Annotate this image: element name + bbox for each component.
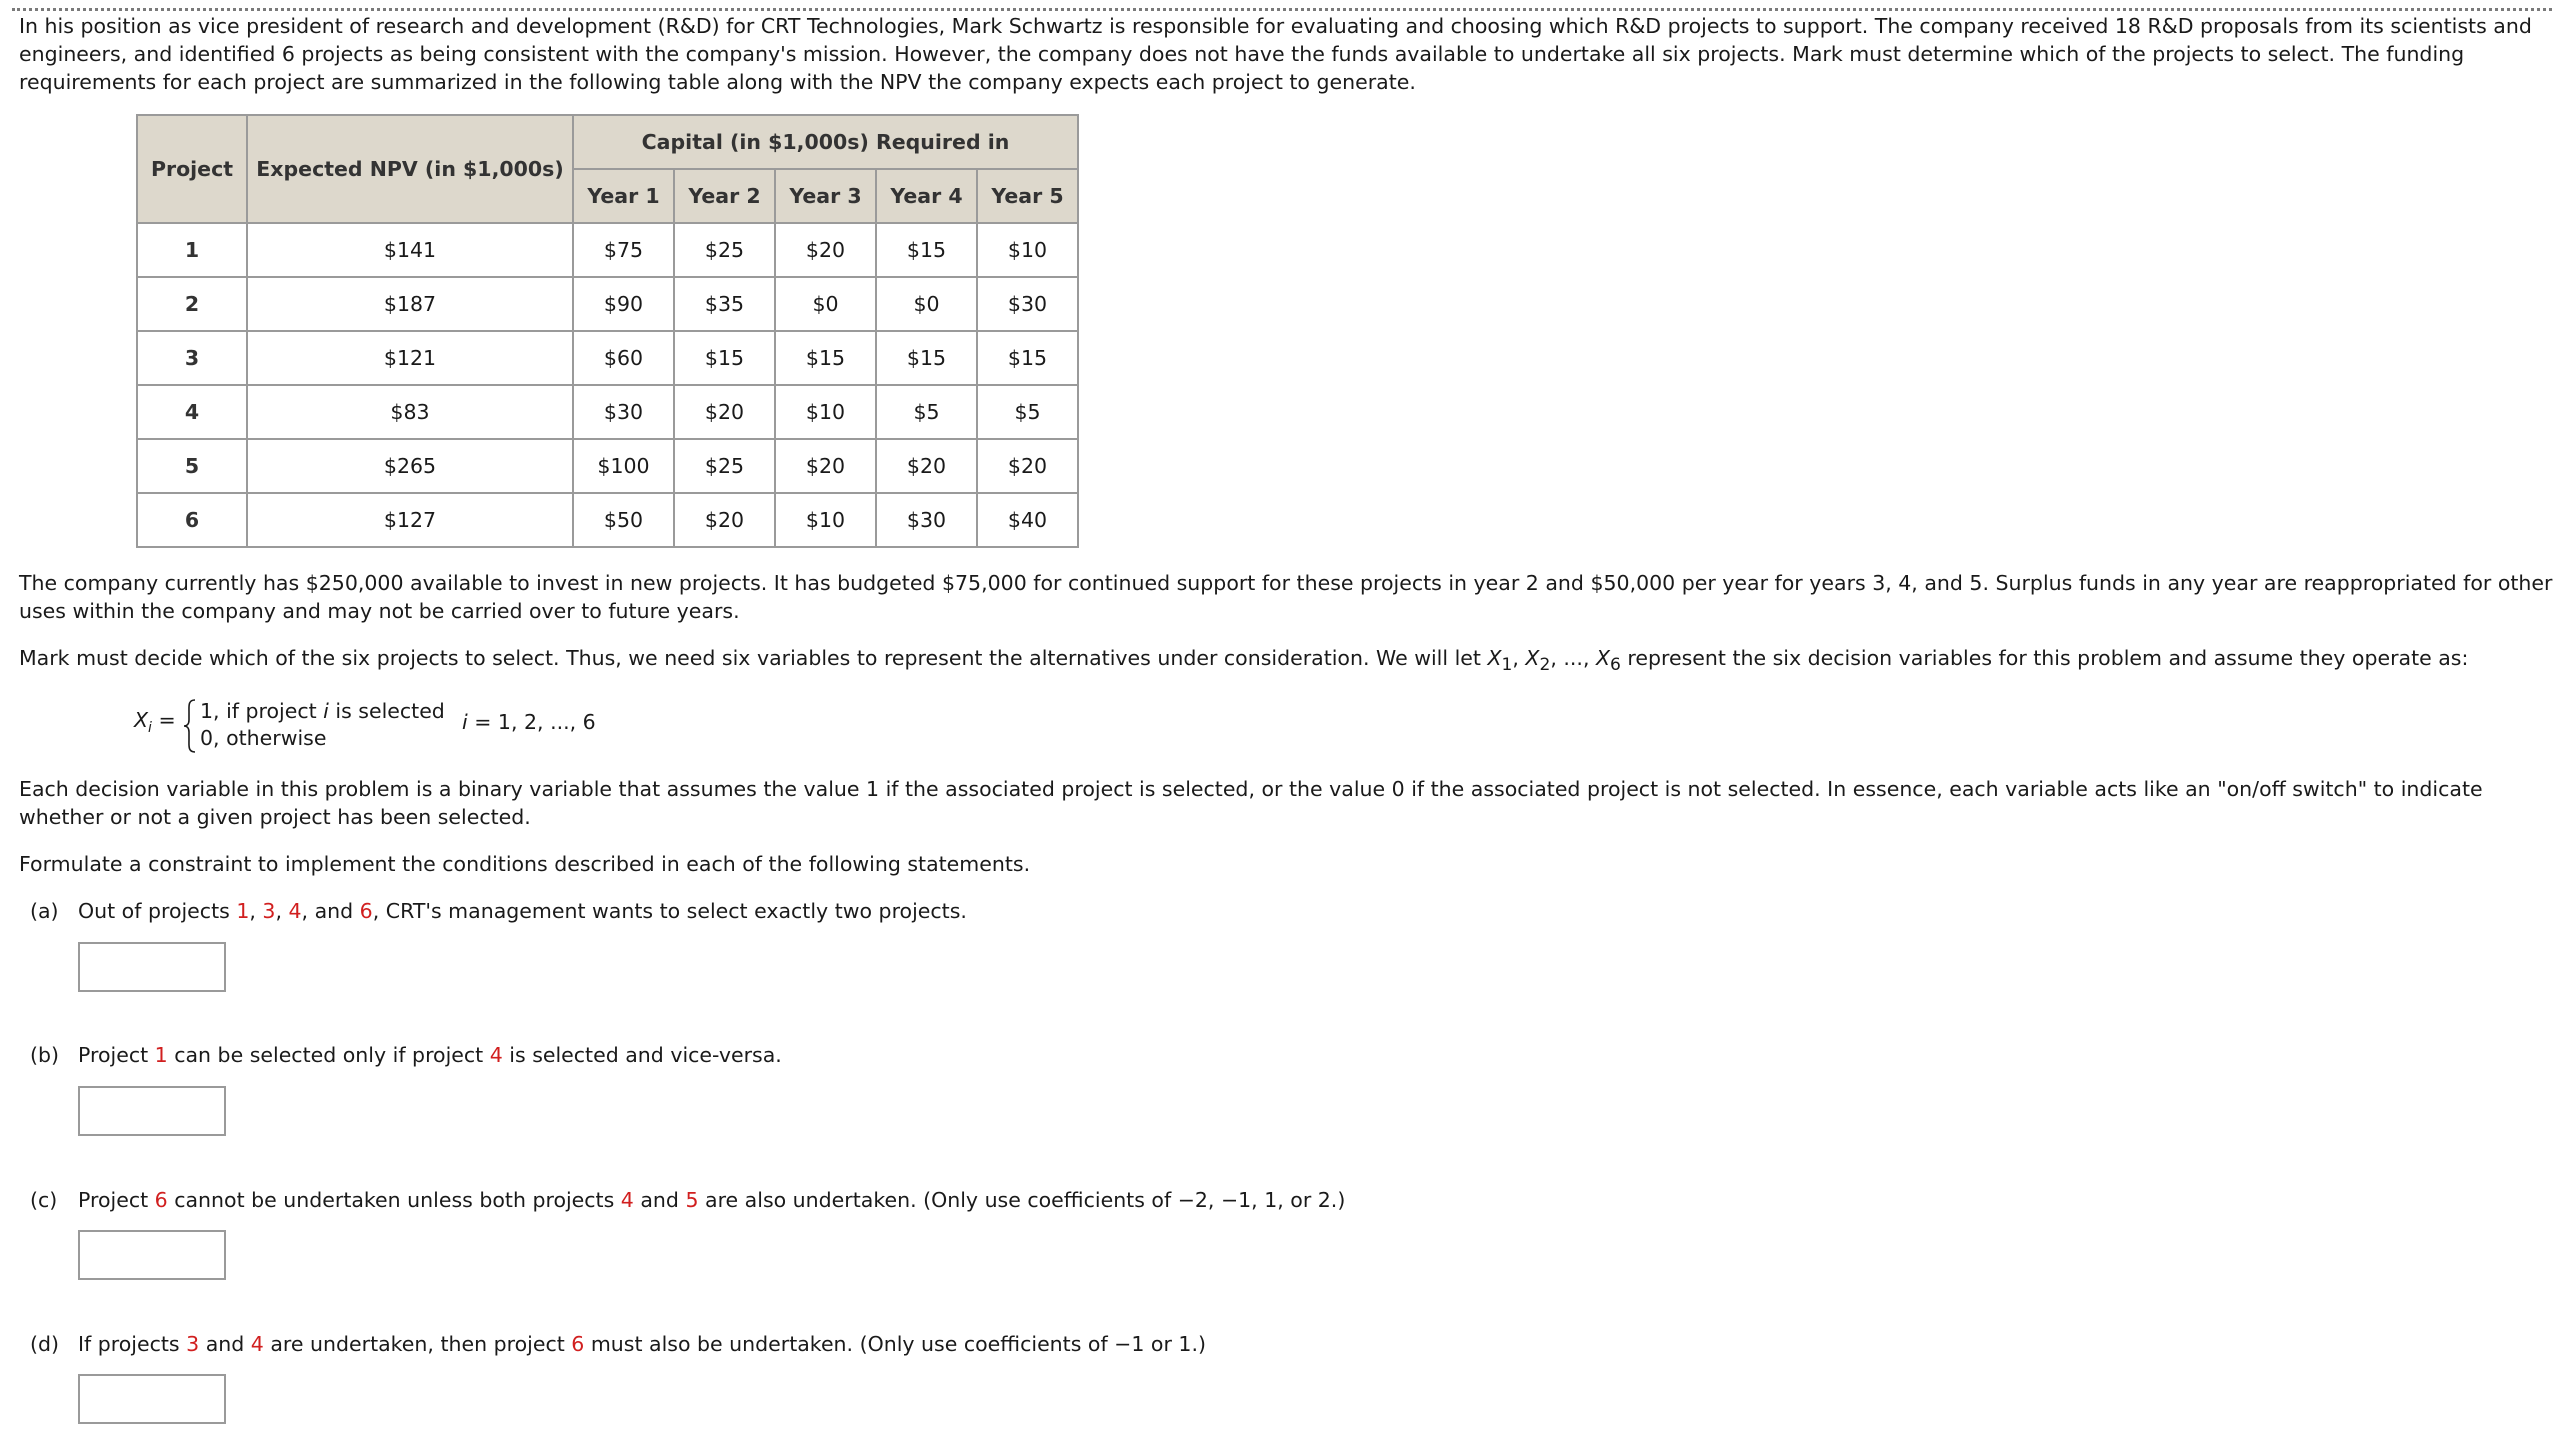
answer-input-c[interactable] [78, 1230, 226, 1280]
formula-cases [200, 698, 445, 752]
col-header-year: Year 1 [573, 169, 674, 223]
capital-cell: $10 [977, 223, 1078, 277]
capital-cell: $20 [876, 439, 977, 493]
capital-cell: $75 [573, 223, 674, 277]
capital-cell: $10 [775, 385, 876, 439]
table-row [137, 331, 1078, 385]
capital-cell: $15 [977, 331, 1078, 385]
question-label: (a) [30, 899, 59, 923]
capital-cell: $20 [977, 439, 1078, 493]
capital-cell: $25 [674, 439, 775, 493]
question-label: (c) [30, 1188, 58, 1212]
capital-cell: $20 [674, 385, 775, 439]
project-cell: 6 [137, 493, 247, 547]
table-row [137, 277, 1078, 331]
capital-cell: $60 [573, 331, 674, 385]
npv-cell: $141 [247, 223, 573, 277]
answer-input-d[interactable] [78, 1374, 226, 1424]
decision-variable-definition [134, 698, 634, 754]
npv-cell: $187 [247, 277, 573, 331]
question-label: (b) [30, 1043, 60, 1067]
capital-cell: $0 [775, 277, 876, 331]
capital-cell: $35 [674, 277, 775, 331]
capital-cell: $25 [674, 223, 775, 277]
projects-table [136, 114, 1079, 548]
formula-lhs: $X_i$ = [134, 708, 176, 737]
project-cell: 2 [137, 277, 247, 331]
top-dotted-divider [12, 8, 2552, 11]
capital-cell: $15 [674, 331, 775, 385]
capital-cell: $30 [573, 385, 674, 439]
npv-cell: $83 [247, 385, 573, 439]
capital-cell: $15 [876, 223, 977, 277]
project-cell: 3 [137, 331, 247, 385]
capital-cell: $30 [876, 493, 977, 547]
decision-variables-paragraph: Mark must decide which of the six projects to select. Thus, we need six variables to represent the alternatives under consideration. We will let $X_1$, $X_2$, ..., $X_6$ represent the six decision variables for this problem and assume they operate as: [19, 646, 2469, 676]
npv-cell: $121 [247, 331, 573, 385]
budget-paragraph: The company currently has $250,000 available to invest in new projects. It has budgeted $75,000 for continued support for these projects in year 2 and $50,000 per year for years 3, 4, and 5. Surplus funds in any year are reappropriated for other uses within the company and may not be carried over to future years. [19, 571, 2553, 623]
col-header-year: Year 4 [876, 169, 977, 223]
capital-cell: $5 [977, 385, 1078, 439]
intro-paragraph: In his position as vice president of research and development (R&D) for CRT Technologies, Mark Schwartz is responsible for evaluating and choosing which R&D projects to support. The company received 18 R&D proposals from its scientists and engineers, and identified 6 projects as being consistent with the company's mission. However, the company does not have the funds available to undertake all six projects. Mark must determine which of the projects to select. The funding requirements for each project are summarized in the following table along with the NPV the company expects each project to generate. [19, 14, 2532, 94]
table-row [137, 439, 1078, 493]
binary-variable-paragraph: Each decision variable in this problem is a binary variable that assumes the value 1 if the associated project is selected, or the value 0 if the associated project is not selected. In essence, each variable acts like an "on/off switch" to indicate whether or not a given project has been selected. [19, 777, 2483, 829]
capital-cell: $90 [573, 277, 674, 331]
npv-cell: $265 [247, 439, 573, 493]
col-header-year: Year 3 [775, 169, 876, 223]
formulate-instruction: Formulate a constraint to implement the conditions described in each of the following statements. [19, 852, 1031, 876]
capital-cell: $40 [977, 493, 1078, 547]
capital-cell: $5 [876, 385, 977, 439]
col-header-year: Year 2 [674, 169, 775, 223]
project-cell: 1 [137, 223, 247, 277]
capital-cell: $30 [977, 277, 1078, 331]
question-label: (d) [30, 1332, 60, 1356]
col-header-year: Year 5 [977, 169, 1078, 223]
capital-cell: $100 [573, 439, 674, 493]
formula-case-otherwise: 0, otherwise [200, 726, 327, 750]
col-header-npv: Expected NPV (in $1,000s) [247, 115, 573, 223]
table-row [137, 223, 1078, 277]
answer-input-b[interactable] [78, 1086, 226, 1136]
project-cell: 4 [137, 385, 247, 439]
capital-cell: $20 [775, 439, 876, 493]
capital-cell: $20 [775, 223, 876, 277]
col-header-project: Project [137, 115, 247, 223]
project-cell: 5 [137, 439, 247, 493]
question-b: (b) Project 1 can be selected only if project 4 is selected and vice-versa. [30, 1043, 782, 1067]
table-row [137, 385, 1078, 439]
formula-case-selected: 1, if project i is selected [200, 699, 445, 723]
capital-cell: $15 [775, 331, 876, 385]
question-c: (c) Project 6 cannot be undertaken unless both projects 4 and 5 are also undertaken. (Only use coefficients of −2, −1, 1, or 2.) [30, 1188, 1346, 1212]
question-d: (d) If projects 3 and 4 are undertaken, then project 6 must also be undertaken. (Only use coefficients of −1 or 1.) [30, 1332, 1206, 1356]
col-header-capital: Capital (in $1,000s) Required in [573, 115, 1078, 169]
question-a: (a) Out of projects 1, 3, 4, and 6, CRT's management wants to select exactly two projects. [30, 899, 967, 923]
npv-cell: $127 [247, 493, 573, 547]
capital-cell: $20 [674, 493, 775, 547]
capital-cell: $15 [876, 331, 977, 385]
left-brace-icon [182, 698, 198, 754]
capital-cell: $0 [876, 277, 977, 331]
formula-index-range: i = 1, 2, ..., 6 [462, 710, 596, 734]
table-row [137, 493, 1078, 547]
answer-input-a[interactable] [78, 942, 226, 992]
capital-cell: $50 [573, 493, 674, 547]
capital-cell: $10 [775, 493, 876, 547]
